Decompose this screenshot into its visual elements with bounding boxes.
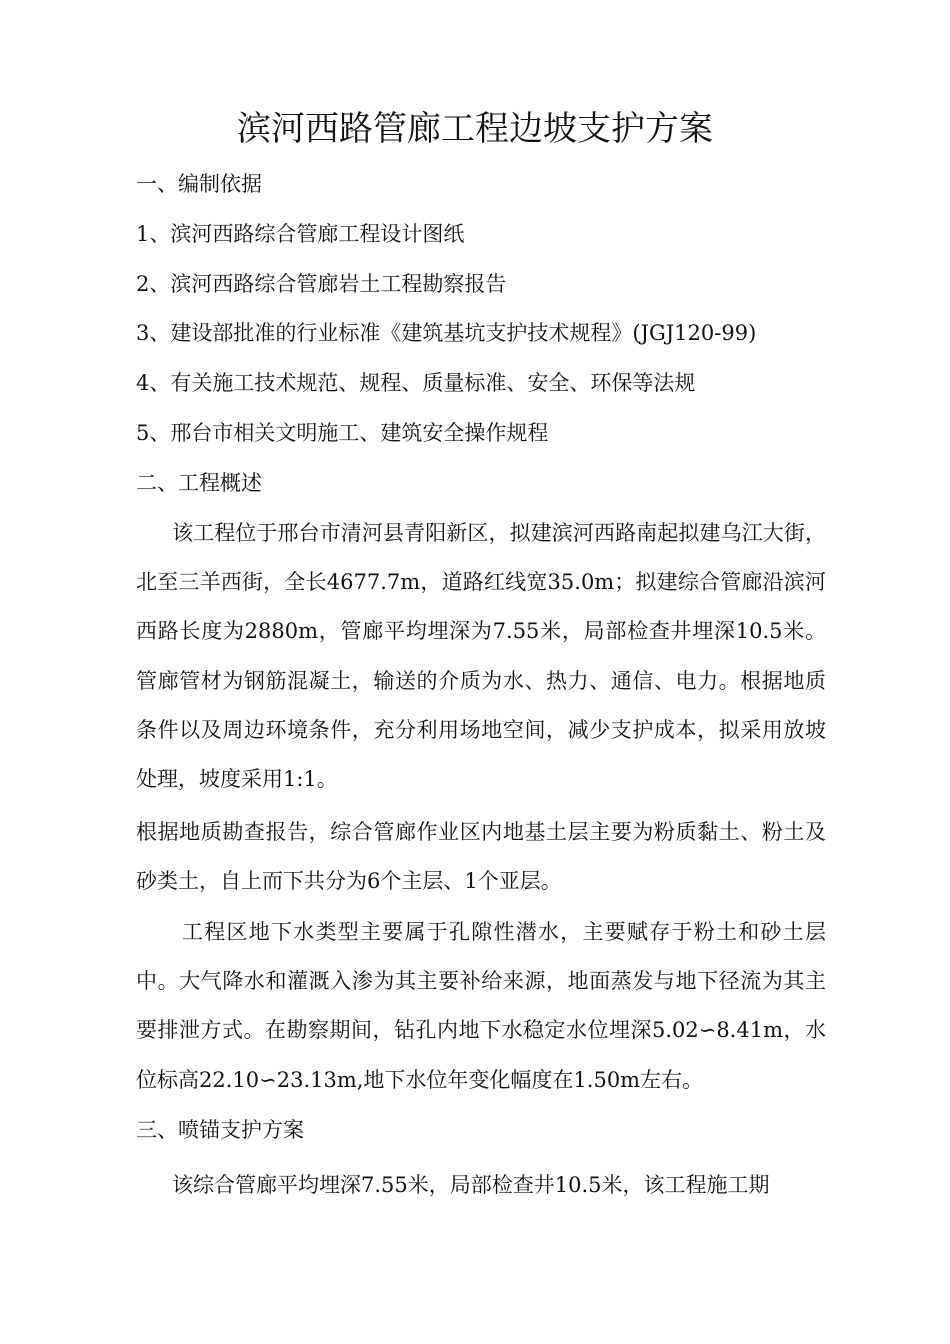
section-heading-basis: 一、编制依据: [136, 172, 262, 196]
shotcrete-paragraph: 该综合管廊平均埋深7.55米，局部检查井10.5米，该工程施工期: [172, 1173, 770, 1197]
section-heading-overview: 二、工程概述: [136, 471, 262, 495]
document-title: 滨河西路管廊工程边坡支护方案: [237, 109, 713, 149]
basis-item-2: 2、滨河西路综合管廊岩土工程勘察报告: [136, 272, 507, 296]
basis-item-1: 1、滨河西路综合管廊工程设计图纸: [136, 222, 465, 246]
basis-item-5: 5、邢台市相关文明施工、建筑安全操作规程: [136, 421, 549, 445]
basis-item-3: 3、建设部批准的行业标准《建筑基坑支护技术规程》(JGJ120-99): [136, 321, 757, 345]
section-heading-shotcrete: 三、喷锚支护方案: [136, 1118, 304, 1142]
overview-paragraph-groundwater: 工程区地下水类型主要属于孔隙性潜水，主要赋存于粉土和砂土层中。大气降水和灌溉入渗为其主要补给来源，地面蒸发与地下径流为其主要排泄方式。在勘察期间，钻孔内地下水稳定水位埋深5.02∽8.41m，水位标高22.10∽23.13m,地下水位年变化幅度在1.50m左右。: [136, 920, 826, 1092]
overview-paragraph-geology: 根据地质勘查报告，综合管廊作业区内地基土层主要为粉质黏土、粉土及砂类土，自上而下共分为6个主层、1个亚层。: [136, 820, 826, 894]
basis-item-4: 4、有关施工技术规范、规程、质量标准、安全、环保等法规: [136, 371, 696, 395]
overview-paragraph-location: 该工程位于邢台市清河县青阳新区，拟建滨河西路南起拟建乌江大街，北至三羊西街，全长4677.7m，道路红线宽35.0m；拟建综合管廊沿滨河西路长度为2880m，管廊平均埋深为7.55米，局部检查井埋深10.5米。管廊管材为钢筋混凝土，输送的介质为水、热力、通信、电力。根据地质条件以及周边环境条件，充分利用场地空间，减少支护成本，拟采用放坡处理，坡度采用1:1。: [136, 521, 826, 792]
